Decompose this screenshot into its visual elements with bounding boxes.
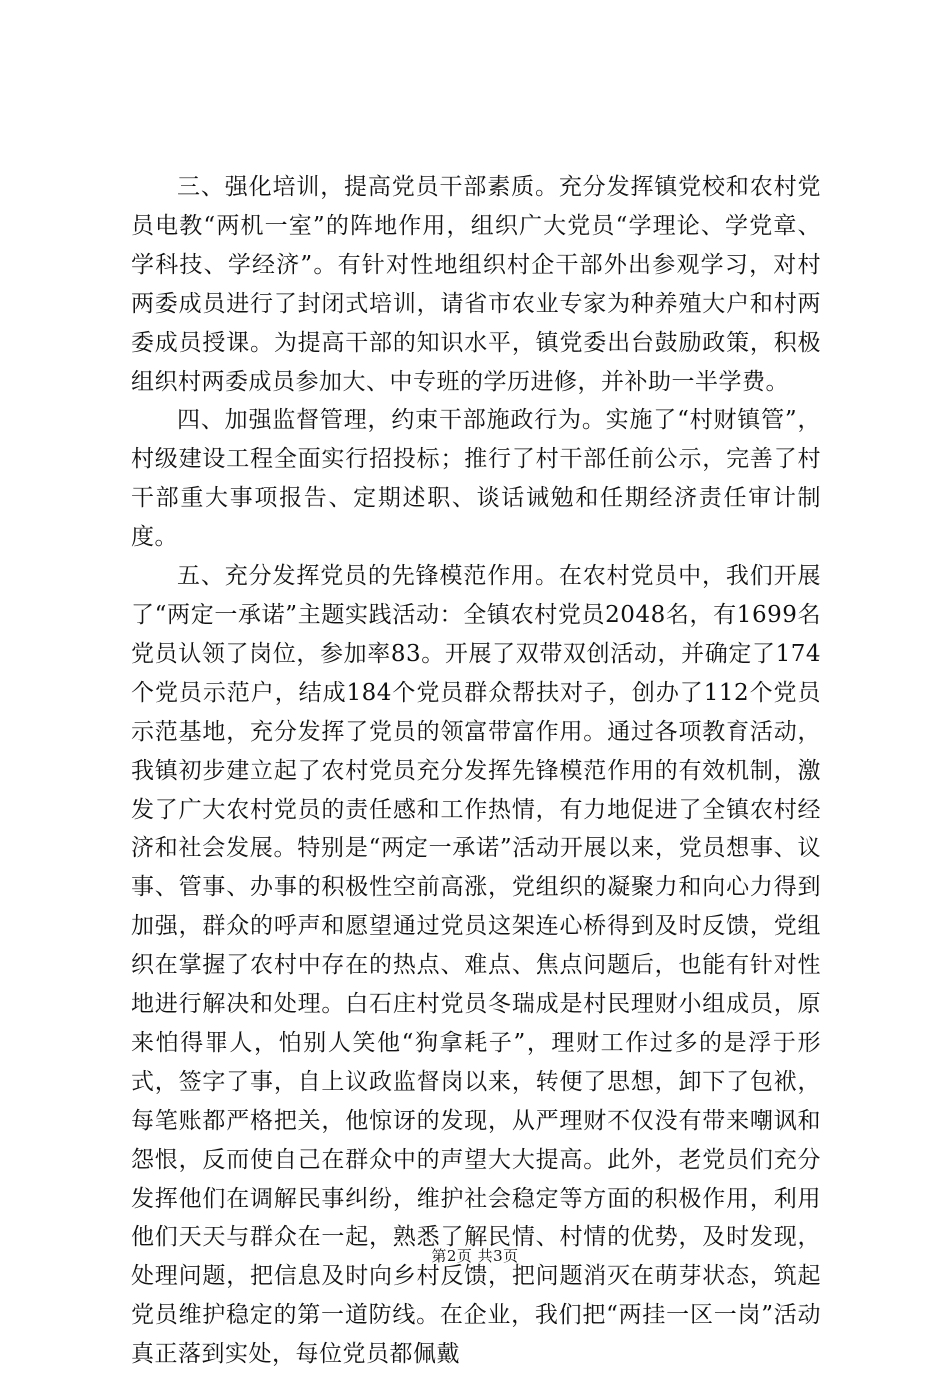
page-footer: 第2页 共3页 [431, 1247, 519, 1265]
paragraph-vanguard-role: 五、充分发挥党员的先锋模范作用。在农村党员中，我们开展了“两定一承诺”主题实践活动：全镇农村党员2048名，有1699名党员认领了岗位，参加率83。开展了双带双创活动，并确定了174个党员示范户，结成184个党员群众帮扶对子，创办了112个党员示范基地，充分发挥了党员的领富带富作用。通过各项教育活动，我镇初步建立起了农村党员充分发挥先锋模范作用的有效机制，激发了广大农村党员的责任感和工作热情，有力地促进了全镇农村经济和社会发展。特别是“两定一承诺”活动开展以来，党员想事、议事、管事、办事的积极性空前高涨，党组织的凝聚力和向心力得到加强，群众的呼声和愿望通过党员这架连心桥得到及时反馈，党组织在掌握了农村中存在的热点、难点、焦点问题后，也能有针对性地进行解决和处理。白石庄村党员冬瑞成是村民理财小组成员，原来怕得罪人，怕别人笑他“狗拿耗子”，理财工作过多的是浮于形式，签字了事，自上议政监督岗以来，转便了思想，卸下了包袱，每笔账都严格把关，他惊讶的发现，从严理财不仅没有带来嘲讽和怨恨，反而使自己在群众中的声望大大提高。此外，老党员们充分发挥他们在调解民事纠纷，维护社会稳定等方面的积极作用，利用他们天天与群众在一起，熟悉了解民情、村情的优势，及时发现，处理问题，把信息及时向乡村反馈，把问题消灭在萌芽状态，筑起党员维护稳定的第一道防线。在企业，我们把“两挂一区一岗”活动真正落到实处，每位党员都佩戴 [131, 563, 821, 1368]
document-body [131, 168, 821, 1374]
paragraph-training: 三、强化培训，提高党员干部素质。充分发挥镇党校和农村党员电教“两机一室”的阵地作用，组织广大党员“学理论、学党章、学科技、学经济”。有针对性地组织村企干部外出参观学习，对村两委成员进行了封闭式培训，请省市农业专家为种养殖大户和村两委成员授课。为提高干部的知识水平，镇党委出台鼓励政策，积极组织村两委成员参加大、中专班的学历进修，并补助一半学费。 [131, 174, 821, 395]
paragraph-supervision: 四、加强监督管理，约束干部施政行为。实施了“村财镇管”，村级建设工程全面实行招投标；推行了村干部任前公示，完善了村干部重大事项报告、定期述职、谈话诫勉和任期经济责任审计制度。 [131, 407, 821, 551]
